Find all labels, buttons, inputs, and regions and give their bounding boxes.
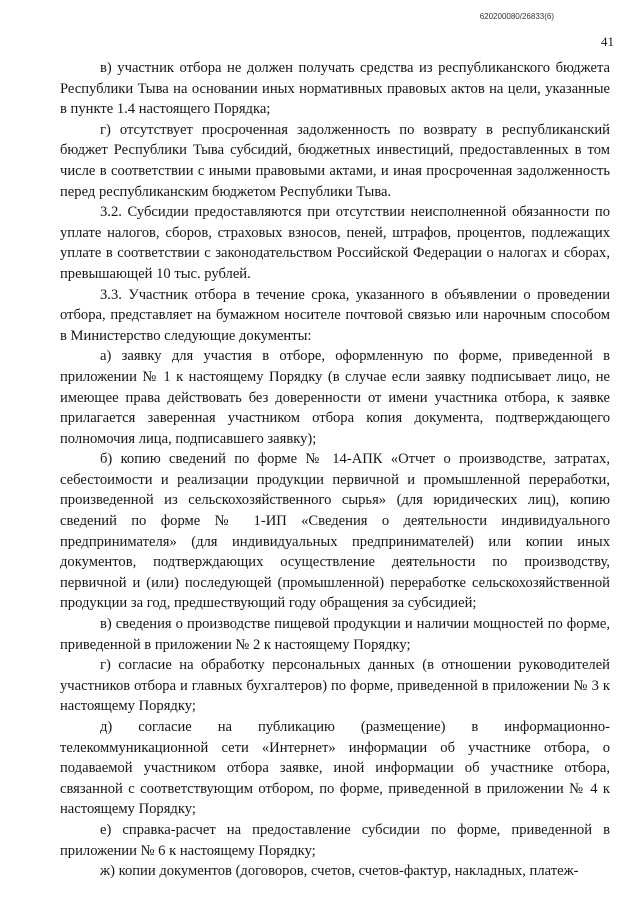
doc-code: 620200080/26833(6) [479,12,554,21]
paragraph: 3.2. Субсидии предоставляются при отсутствии неисполненной обязанности по уплате налогов, сборов, страховых взносов, пеней, штрафов, процентов, подлежащих уплате в соответствии с законодательством Российской Федерации о налогах и сборах, превышающей 10 тыс. рублей. [60,204,610,282]
paragraph: а) заявку для участия в отборе, оформленную по форме, приведенной в приложении № 1 к настоящему Порядку (в случае если заявку подписывает лицо, не имеющее права действовать без доверенности от имени участника отбора, к заявке прилагается заверенная участником отбора копия документа, подтверждающего полномочия лица, подписавшего заявку); [60,348,610,447]
paragraph: б) копию сведений по форме № 14-АПК «Отчет о производстве, затратах, себестоимости и реализации продукции первичной и промышленной переработки, произведенной из сельскохозяйственного сырья» (для юридических лиц), копию сведений по форме № 1-ИП «Сведения о деятельности индивидуального предпринимателя» (для индивидуальных предпринимателей) или копии иных документов, подтверждающих осуществление деятельности по производству, первичной и (или) последующей (промышленной) переработке сельскохозяйственной продукции за год, предшествующий году обращения за субсидией; [60,451,610,612]
paragraph: г) отсутствует просроченная задолженность по возврату в республиканский бюджет Республики Тыва субсидий, бюджетных инвестиций, предоставленных в том числе в соответствии с иными правовыми актами, и иная просроченная задолженность перед республиканским бюджетом Республики Тыва. [60,121,610,200]
paragraph: 3.3. Участник отбора в течение срока, указанного в объявлении о проведении отбора, представляет на бумажном носителе почтовой связью или нарочным способом в Министерство следующие документы: [60,286,610,344]
paragraph: в) участник отбора не должен получать средства из республиканского бюджета Республики Тыва на основании иных нормативных правовых актов на цели, указанные в пункте 1.4 настоящего Порядка; [60,60,610,118]
paragraph: д) согласие на публикацию (размещение) в информационно-телекоммуникационной сети «Интернет» информации об участнике отбора, о подаваемой участником отбора заявке, иной информации об участнике отбора, связанной с соответствующим отбором, по форме, приведенной в приложении № 4 к настоящему Порядку; [60,719,610,818]
document-body [60,58,610,882]
page-number: 41 [601,34,614,49]
paragraph: г) согласие на обработку персональных данных (в отношении руководителей участников отбора и главных бухгалтеров) по форме, приведенной в приложении № 3 к настоящему Порядку; [60,657,610,715]
paragraph: е) справка-расчет на предоставление субсидии по форме, приведенной в приложении № 6 к настоящему Порядку; [60,821,610,859]
paragraph: ж) копии документов (договоров, счетов, счетов-фактур, накладных, платеж- [100,863,579,880]
paragraph: в) сведения о производстве пищевой продукции и наличии мощностей по форме, приведенной в приложении № 2 к настоящему Порядку; [60,616,610,653]
